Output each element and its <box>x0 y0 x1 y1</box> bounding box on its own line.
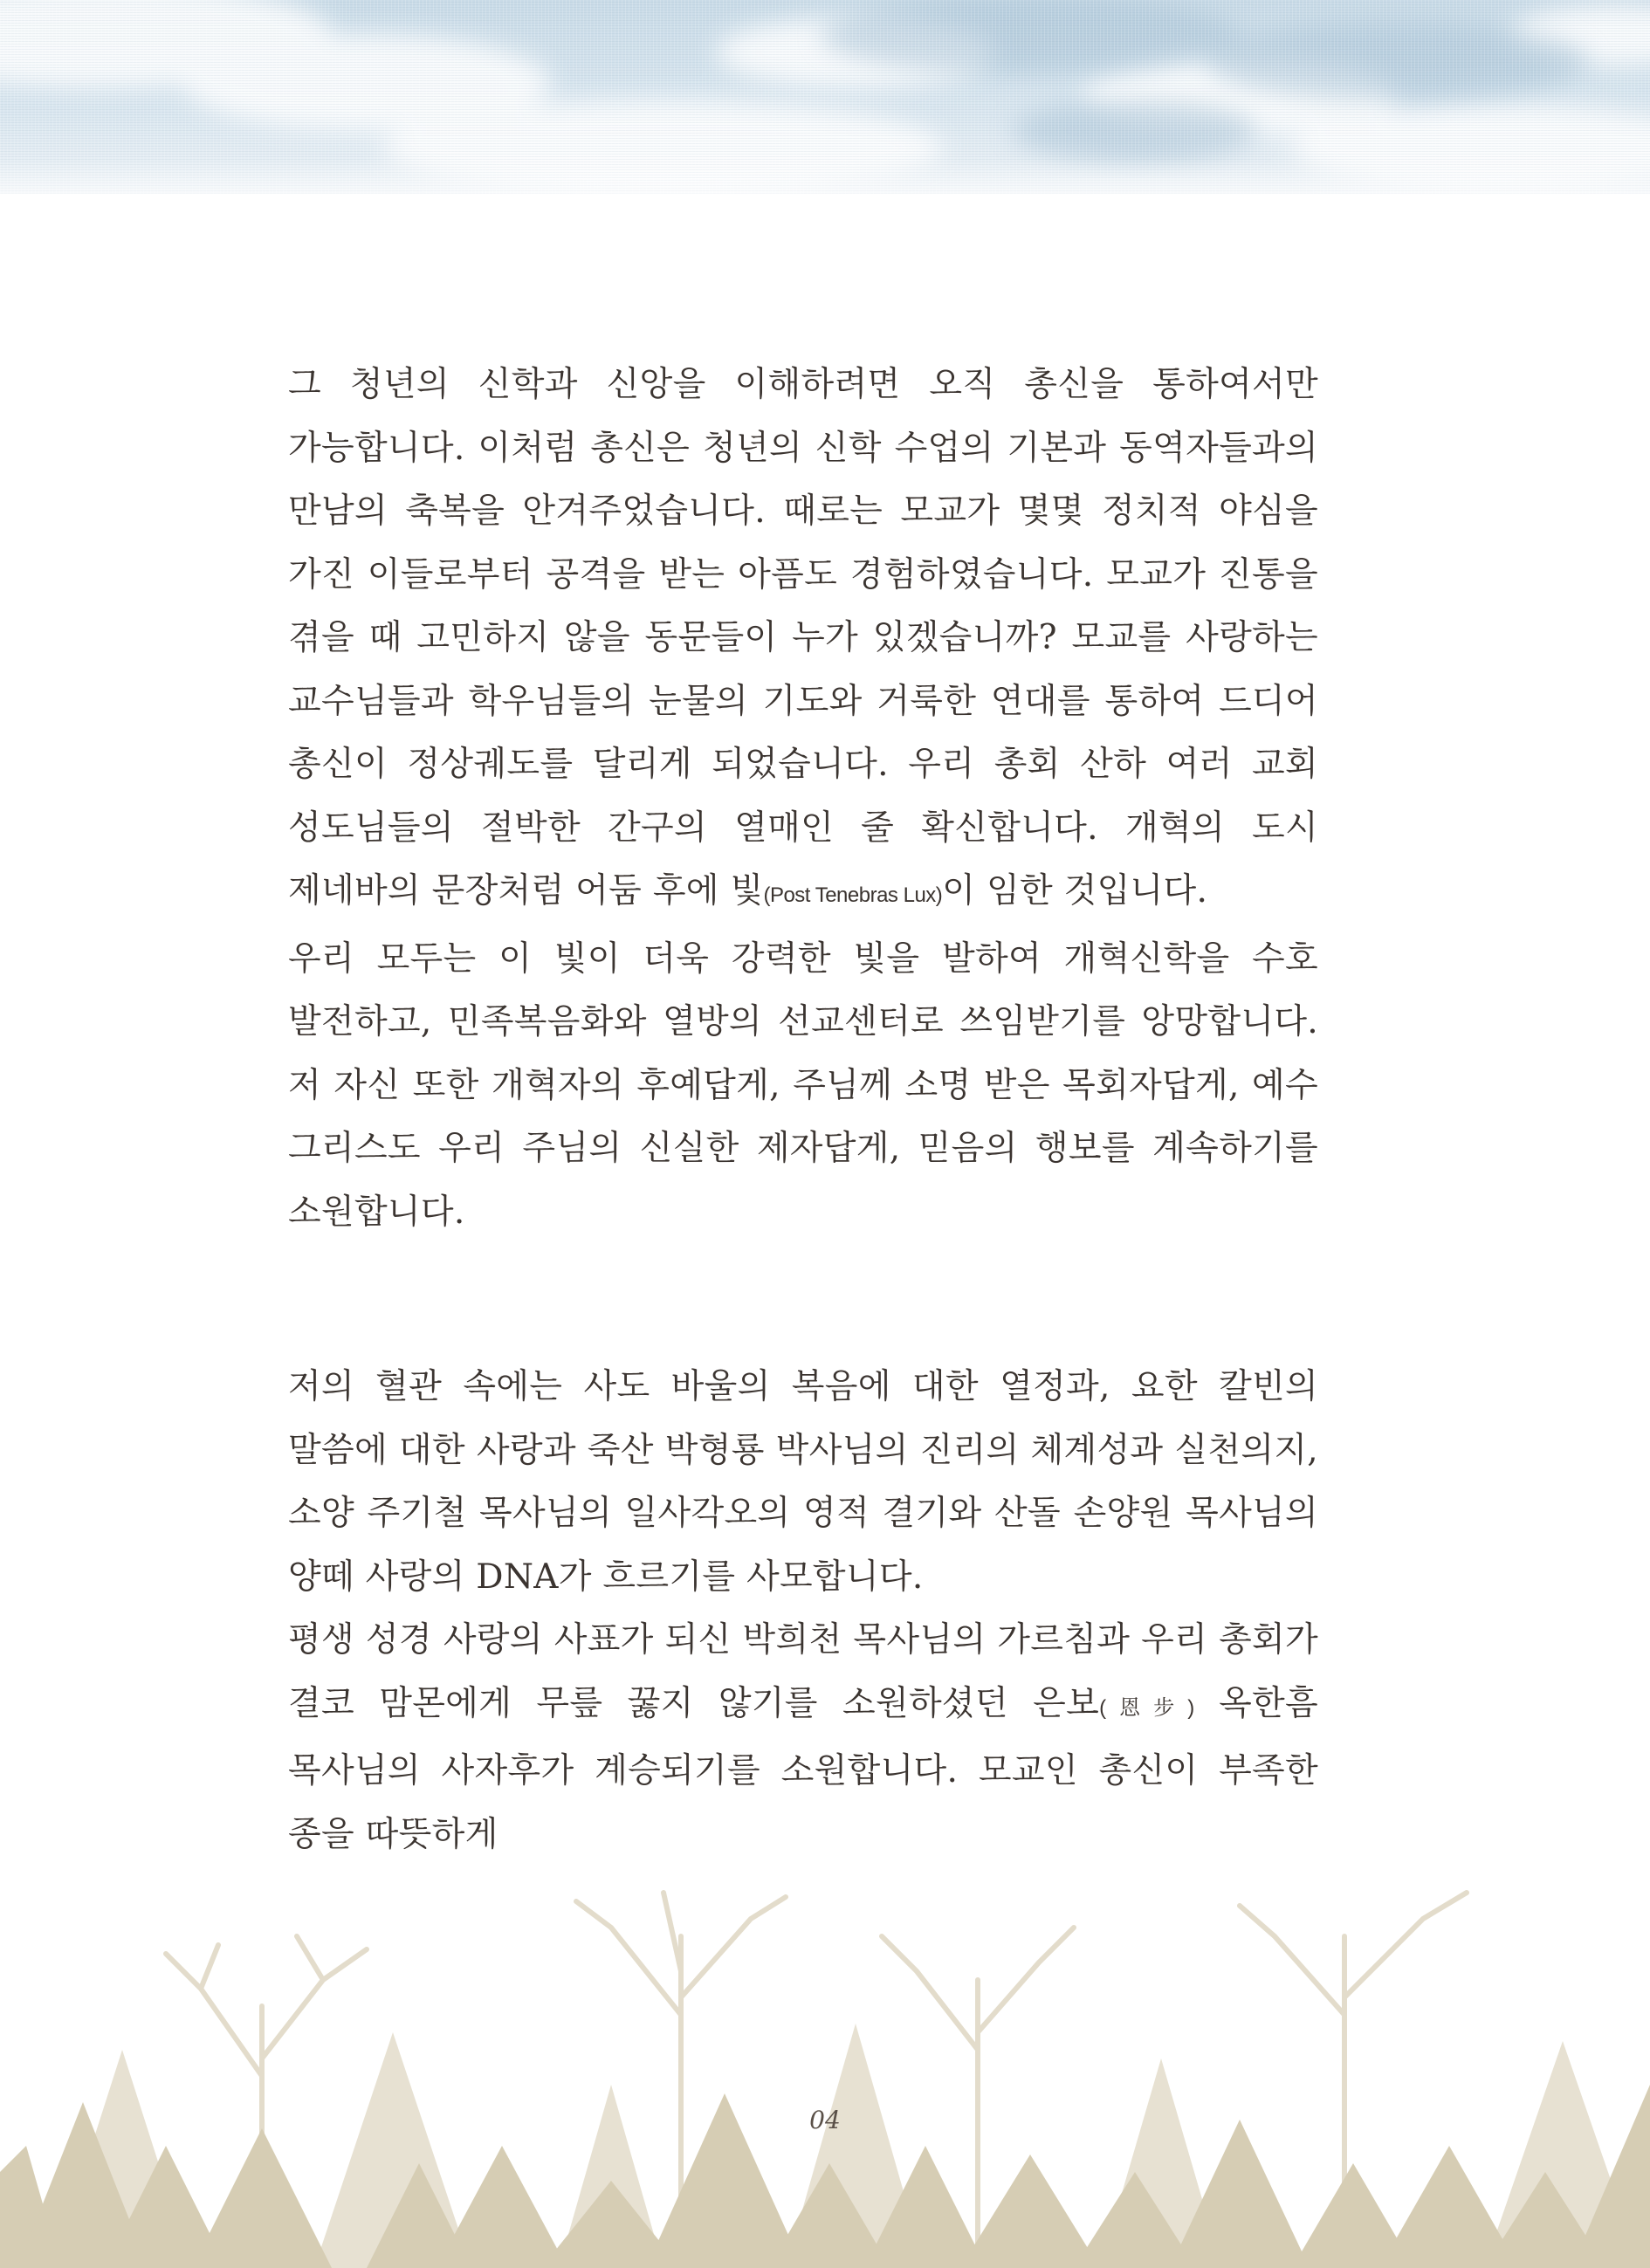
paragraph-1-end: 이 임한 것입니다. <box>942 871 1208 911</box>
hanja-phrase: (恩步) <box>1099 1695 1194 1720</box>
page-number: 04 <box>809 2106 841 2134</box>
paragraph-1-text: 그 청년의 신학과 신앙을 이해하려면 오직 총신을 통하여서만 가능합니다. 이처럼 총신은 청년의 신학 수업의 기본과 동역자들과의 만남의 축복을 안겨주었습니다. 때로는 모교가 몇몇 정치적 야심을 가진 이들로부터 공격을 받는 아픔도 경험하였습니다. 모교가 진통을 겪을 때 고민하지 않을 동문들이 누가 있겠습니까? 모교를 사랑하는 교수님들과 학우님들의 눈물의 기도와 거룩한 연대를 통하여 드디어 총신이 정상궤도를 달리게 되었습니다. 우리 총회 산하 여러 교회 성도님들의 절박한 간구의 열매인 줄 확신합니다. 개혁의 도시 제네바의 문장처럼 어둠 후에 빛 <box>288 365 1318 911</box>
body-text <box>288 354 1318 1866</box>
paragraph-2: 우리 모두는 이 빛이 더욱 강력한 빛을 발하여 개혁신학을 수호 발전하고, 민족복음화와 열방의 선교센터로 쓰임받기를 앙망합니다. 저 자신 또한 개혁자의 후예답게, 주님께 소명 받은 목회자답게, 예수 그리스도 우리 주님의 신실한 제자답게, 믿음의 행보를 계속하기를 소원합니다. <box>288 938 1318 1232</box>
forest-illustration <box>0 1884 1650 2268</box>
paragraph-1 <box>288 354 1318 928</box>
paragraph-3: 저의 혈관 속에는 사도 바울의 복음에 대한 열정과, 요한 칼빈의 말씀에 대한 사랑과 죽산 박형룡 박사님의 진리의 체계성과 실천의지, 소양 주기철 목사님의 일사각오의 영적 결기와 산돌 손양원 목사님의 양떼 사랑의 DNA가 흐르기를 사모합니다. <box>288 1367 1318 1597</box>
paragraph-4 <box>288 1609 1318 1866</box>
paragraph-4-text: 평생 성경 사랑의 사표가 되신 박희천 목사님의 가르침과 우리 총회가 결코 맘몬에게 무릎 꿇지 않기를 소원하셨던 은보 <box>288 1620 1318 1723</box>
latin-phrase: (Post Tenebras Lux) <box>763 883 943 907</box>
paragraph-gap <box>288 1244 1318 1356</box>
paragraph-4-end: 옥한흠 목사님의 사자후가 계승되기를 소원합니다. 모교인 총신이 부족한 종을 따뜻하게 <box>288 1683 1318 1854</box>
sky-fade <box>0 159 1650 194</box>
sky-header-image <box>0 0 1650 194</box>
